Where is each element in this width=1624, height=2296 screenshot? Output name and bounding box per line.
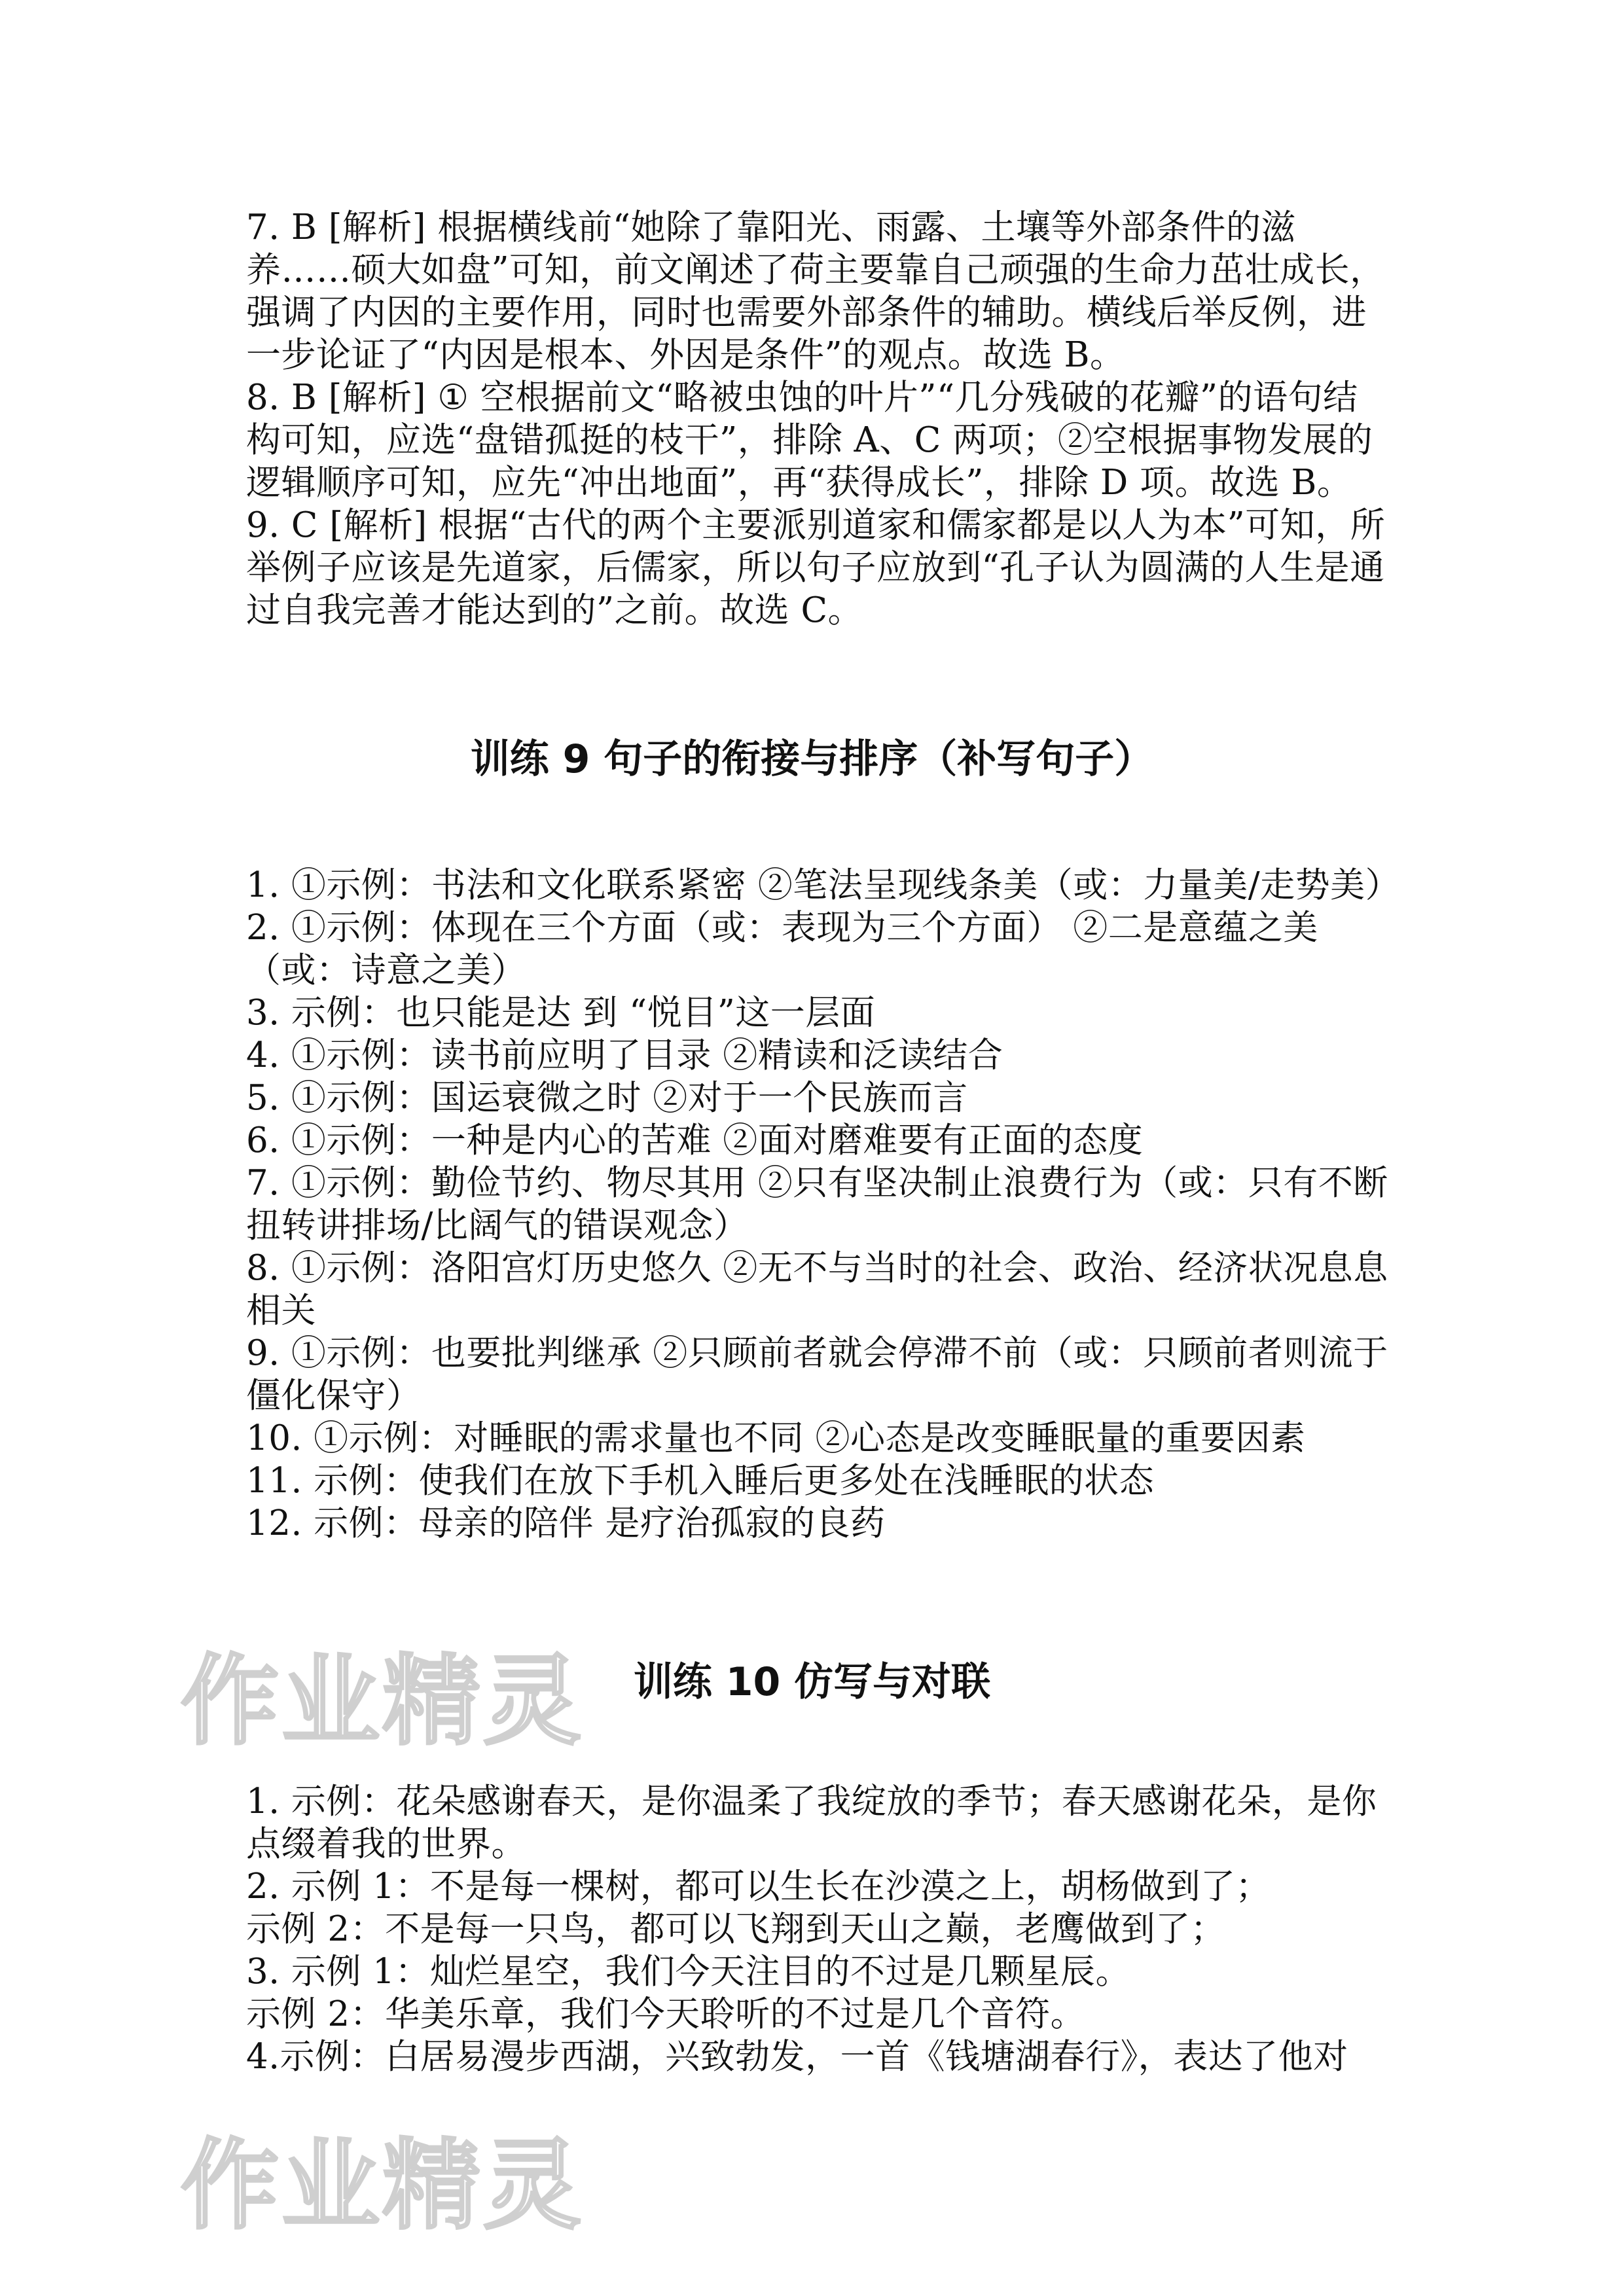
answer-item: 1. 示例：花朵感谢春天，是你温柔了我绽放的季节；春天感谢花朵，是你点缀着我的世界。 (246, 1782, 1377, 1864)
section-10-title: 训练 10 仿写与对联 (633, 1659, 991, 1705)
answer-item: 2. ①示例：体现在三个方面（或：表现为三个方面） ②二是意蕴之美（或：诗意之美） (246, 908, 1318, 990)
answer-block-previous (246, 206, 1388, 632)
answer-item: 10. ①示例：对睡眠的需求量也不同 ②心态是改变睡眠量的重要因素 (246, 1418, 1306, 1458)
answer-item: 3. 示例 1：灿烂星空，我们今天注目的不过是几颗星辰。 (246, 1952, 1130, 1992)
answer-item: 5. ①示例：国运衰微之时 ②对于一个民族而言 (246, 1078, 968, 1118)
answer-item: 11. 示例：使我们在放下手机入睡后更多处在浅睡眠的状态 (246, 1461, 1155, 1501)
watermark-logo: 作业精灵 (181, 1645, 585, 1759)
answer-item: 9. ①示例：也要批判继承 ②只顾前者就会停滞不前（或：只顾前者则流于僵化保守） (246, 1333, 1388, 1416)
answer-block-section-9 (246, 864, 1401, 1545)
answer-item: 示例 2：华美乐章，我们今天聆听的不过是几个音符。 (246, 1994, 1086, 2034)
answer-item: 7. B [解析] 根据横线前“她除了靠阳光、雨露、土壤等外部条件的滋养……硕大如盘”可知，前文阐述了荷主要靠自己顽强的生命力茁壮成长，强调了内因的主要作用，同时也需要外部条件的辅助。横线后举反例，进一步论证了“内因是根本、外因是条件”的观点。故选 B。 (246, 207, 1385, 375)
answer-item: 示例 2：不是每一只鸟，都可以飞翔到天山之巅，老鹰做到了； (246, 1909, 1226, 1949)
answer-item: 7. ①示例：勤俭节约、物尽其用 ②只有坚决制止浪费行为（或：只有不断扭转讲排场/比阔气的错误观念） (246, 1163, 1388, 1246)
answer-item: 9. C [解析] 根据“古代的两个主要派别道家和儒家都是以人为本”可知，所举例子应该是先道家，后儒家，所以句子应放到“孔子认为圆满的人生是通过自我完善才能达到的”之前。故选 C。 (246, 505, 1386, 630)
answer-item: 2. 示例 1：不是每一棵树，都可以生长在沙漠之上，胡杨做到了； (246, 1867, 1271, 1907)
answer-item: 8. ①示例：洛阳宫灯历史悠久 ②无不与当时的社会、政治、经济状况息息相关 (246, 1248, 1388, 1331)
answer-item: 12. 示例：母亲的陪伴 是疗治孤寂的良药 (246, 1503, 886, 1543)
answer-item: 4.示例：白居易漫步西湖，兴致勃发，一首《钱塘湖春行》，表达了他对 (246, 2037, 1348, 2077)
answer-item: 3. 示例：也只能是达 到 “悦目”这一层面 (246, 993, 876, 1033)
section-9-title: 训练 9 句子的衔接与排序（补写句子） (470, 736, 1154, 782)
answer-item: 1. ①示例：书法和文化联系紧密 ②笔法呈现线条美（或：力量美/走势美） (246, 865, 1401, 905)
answer-item: 6. ①示例：一种是内心的苦难 ②面对磨难要有正面的态度 (246, 1121, 1144, 1160)
answer-block-section-10 (246, 1780, 1388, 2078)
answer-item: 4. ①示例：读书前应明了目录 ②精读和泛读结合 (246, 1035, 1003, 1075)
watermark-logo: 作业精灵 (181, 2129, 585, 2243)
answer-item: 8. B [解析] ① 空根据前文“略被虫蚀的叶片”“几分残破的花瓣”的语句结构可知，应选“盘错孤挺的枝干”，排除 A、C 两项；②空根据事物发展的逻辑顺序可知，应先“冲出地面”，再“获得成长”，排除 D 项。故选 B。 (246, 378, 1373, 503)
